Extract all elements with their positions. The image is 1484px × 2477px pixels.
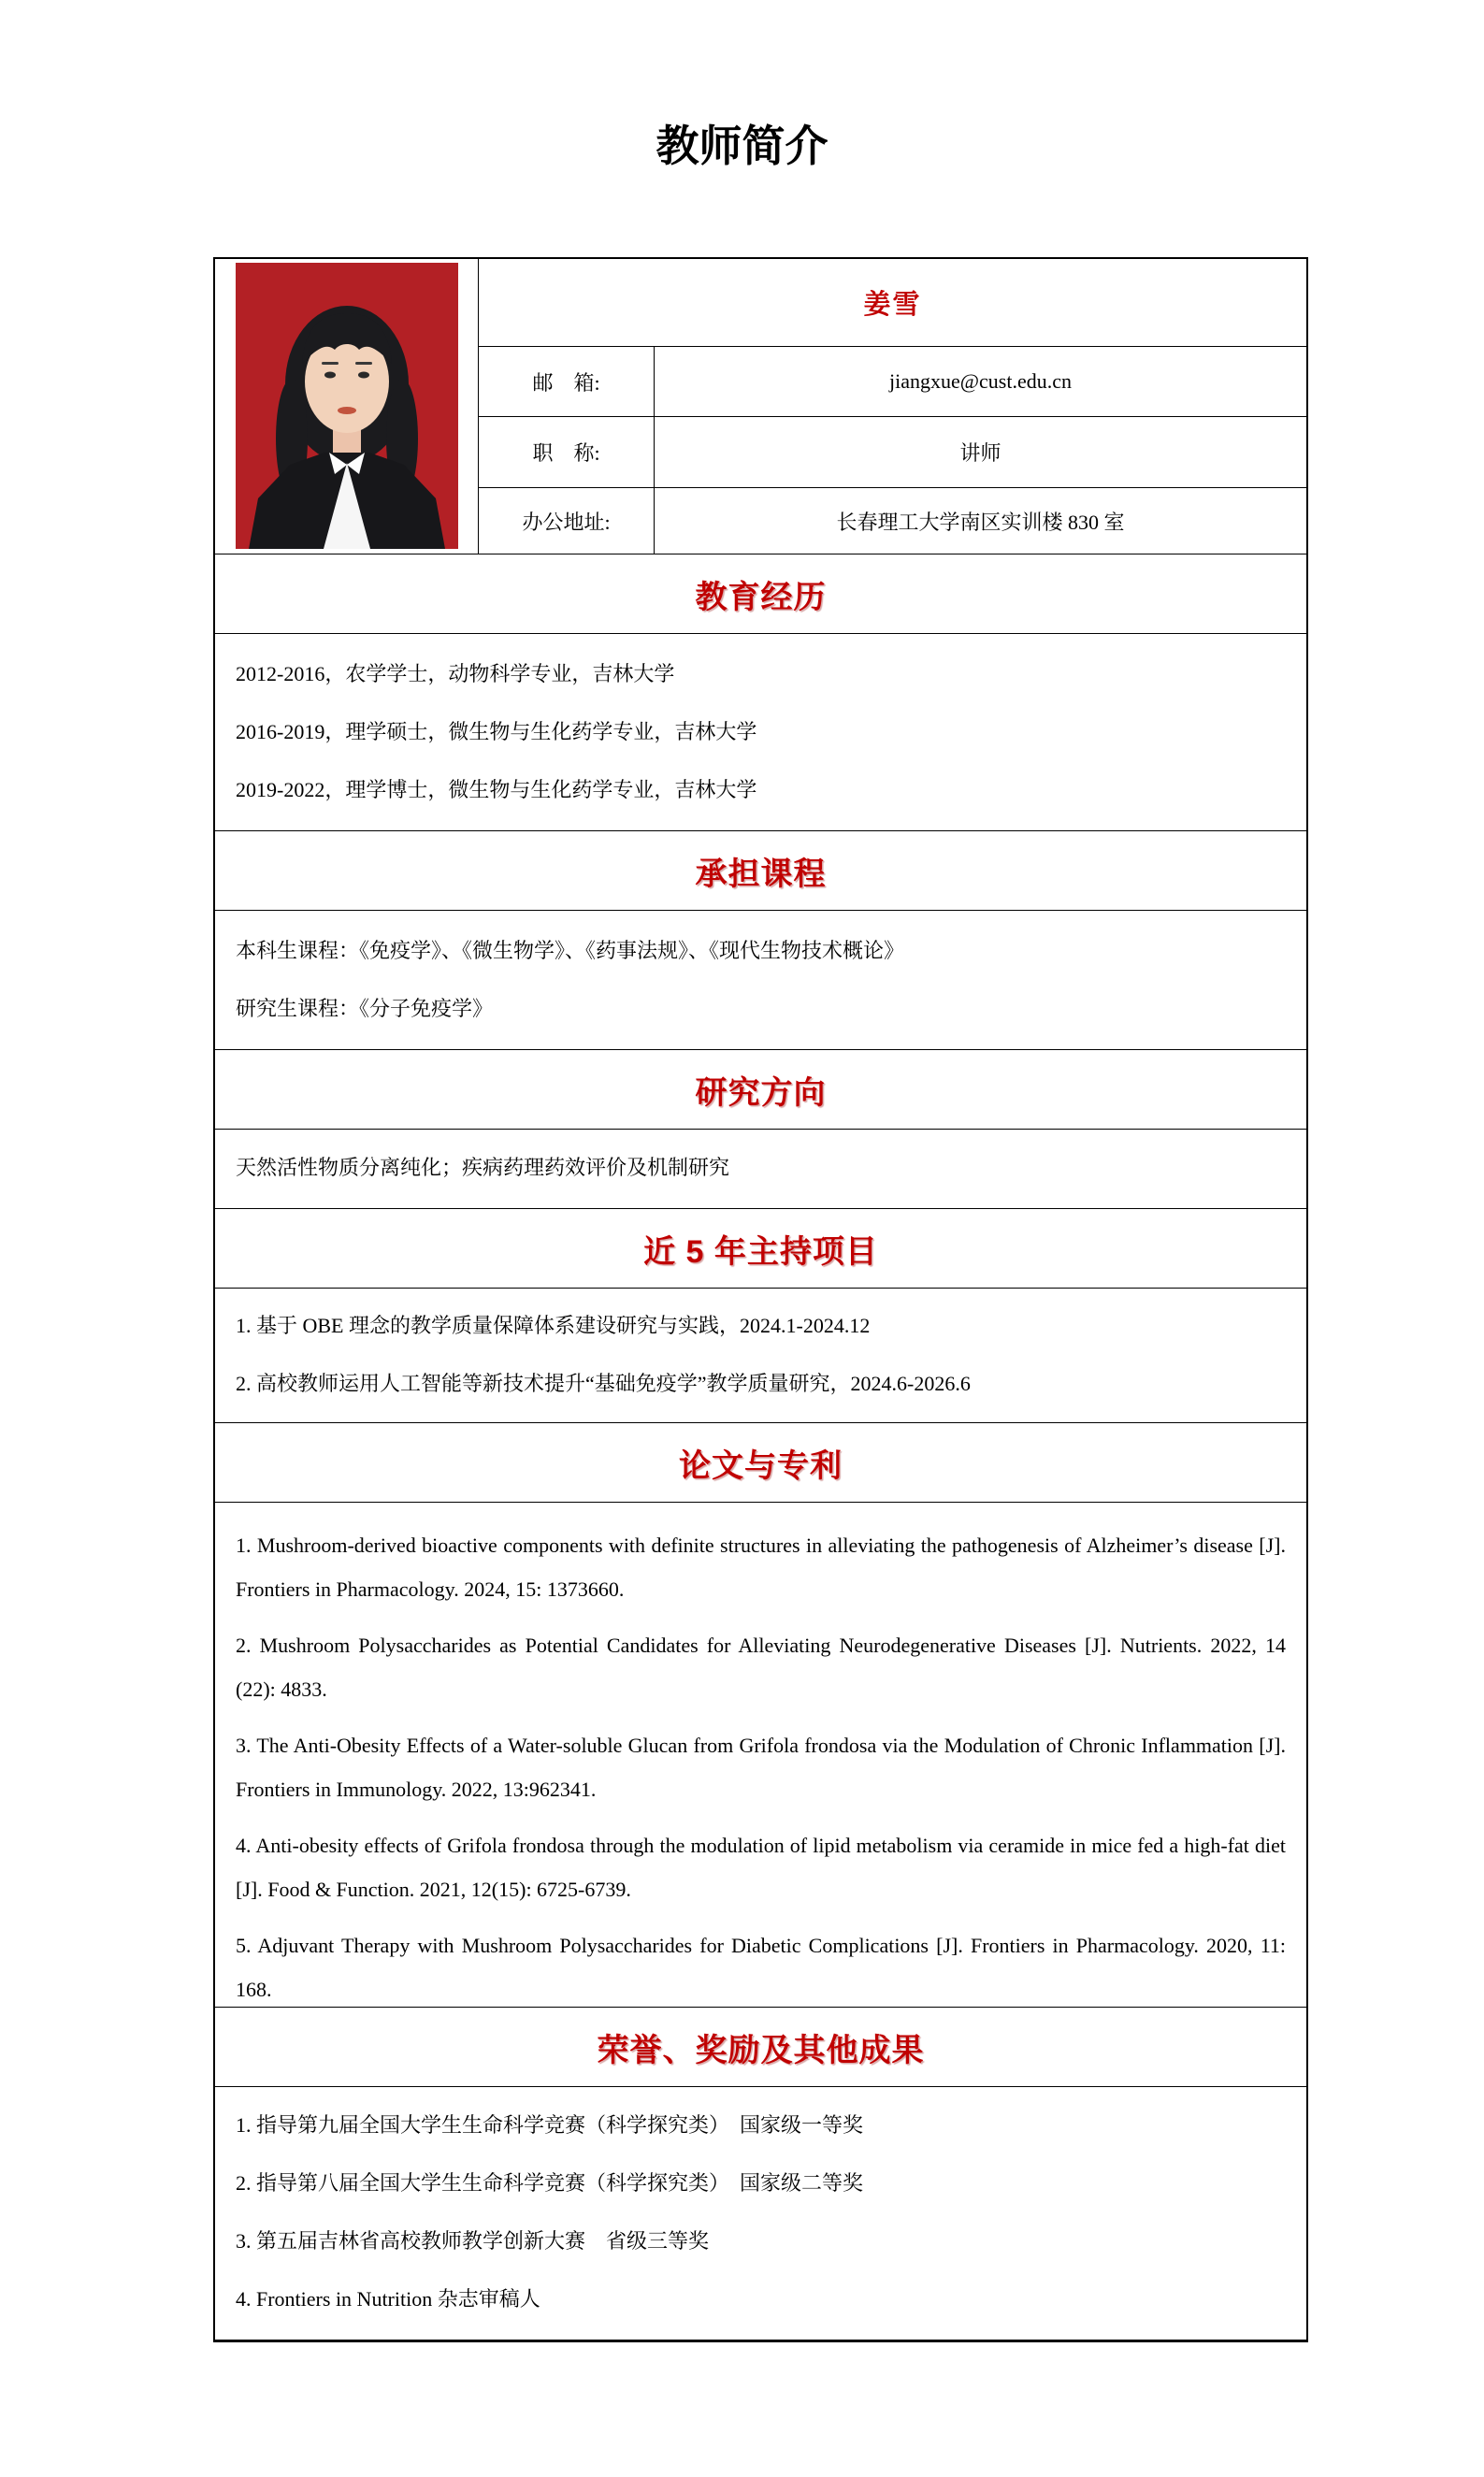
- office-label: 办公地址:: [479, 487, 655, 554]
- section-title-education: 教育经历: [215, 554, 1306, 633]
- honor-item: 2. 指导第八届全国大学生生命科学竞赛（科学探究类） 国家级二等奖: [236, 2171, 864, 2195]
- course-item: 本科生课程：《免疫学》、《微生物学》、《药事法规》、《现代生物技术概论》: [236, 939, 905, 962]
- section-body-education: [215, 633, 1306, 830]
- project-item: 2. 高校教师运用人工智能等新技术提升“基础免疫学”教学质量研究，2024.6-2026.6: [236, 1372, 971, 1395]
- id-photo: [236, 263, 458, 549]
- email-value: jiangxue@cust.edu.cn: [655, 346, 1306, 416]
- title-label: 职 称:: [479, 416, 655, 487]
- section-body-papers: [215, 1502, 1306, 2007]
- section-title-projects: 近 5 年主持项目: [215, 1208, 1306, 1288]
- research-item: 天然活性物质分离纯化；疾病药理药效评价及机制研究: [236, 1156, 730, 1179]
- profile-table: [213, 257, 1308, 2342]
- page-title: 教师简介: [656, 122, 828, 170]
- email-label: 邮 箱:: [479, 346, 655, 416]
- section-body-courses: [215, 910, 1306, 1049]
- project-item: 1. 基于 OBE 理念的教学质量保障体系建设研究与实践，2024.1-2024.12: [236, 1314, 871, 1337]
- section-body-projects: [215, 1288, 1306, 1422]
- paper-item: 2. Mushroom Polysaccharides as Potential Candidates for Alleviating Neurodegenerative Diseases [J]. Nutrients. 2022, 14 (22): 4833.: [236, 1634, 1286, 1701]
- personal-info-grid: [215, 259, 1306, 554]
- section-title-honors: 荣誉、奖励及其他成果: [215, 2007, 1306, 2086]
- section-title-research: 研究方向: [215, 1049, 1306, 1129]
- honor-item: 1. 指导第九届全国大学生生命科学竞赛（科学探究类） 国家级一等奖: [236, 2113, 864, 2137]
- paper-item: 5. Adjuvant Therapy with Mushroom Polysaccharides for Diabetic Complications [J]. Frontiers in Pharmacology. 2020, 11: 168.: [236, 1934, 1286, 2001]
- education-item: 2012-2016，农学学士，动物科学专业，吉林大学: [236, 662, 675, 685]
- title-value: 讲师: [655, 416, 1306, 487]
- education-item: 2016-2019，理学硕士，微生物与生化药学专业，吉林大学: [236, 720, 757, 743]
- section-title-courses: 承担课程: [215, 830, 1306, 910]
- section-body-research: [215, 1129, 1306, 1208]
- honor-item: 3. 第五届吉林省高校教师教学创新大赛 省级三等奖: [236, 2229, 710, 2253]
- honor-item: 4. Frontiers in Nutrition 杂志审稿人: [236, 2287, 540, 2311]
- office-value: 长春理工大学南区实训楼 830 室: [655, 487, 1306, 554]
- paper-item: 1. Mushroom-derived bioactive components with definite structures in alleviating the pathogenesis of Alzheimer’s disease [J]. Frontiers in Pharmacology. 2024, 15: 1373660.: [236, 1534, 1286, 1601]
- course-item: 研究生课程：《分子免疫学》: [236, 997, 494, 1020]
- section-title-papers: 论文与专利: [215, 1422, 1306, 1502]
- education-item: 2019-2022，理学博士，微生物与生化药学专业，吉林大学: [236, 778, 757, 801]
- paper-item: 3. The Anti-Obesity Effects of a Water-soluble Glucan from Grifola frondosa via the Modulation of Chronic Inflammation [J]. Frontiers in Immunology. 2022, 13:962341.: [236, 1734, 1286, 1801]
- photo-cell: [215, 259, 479, 554]
- teacher-name: 姜雪: [863, 290, 922, 320]
- section-body-honors: [215, 2086, 1306, 2340]
- paper-item: 4. Anti-obesity effects of Grifola frondosa through the modulation of lipid metabolism via ceramide in mice fed a high-fat diet [J]. Food & Function. 2021, 12(15): 6725-6739.: [236, 1834, 1286, 1901]
